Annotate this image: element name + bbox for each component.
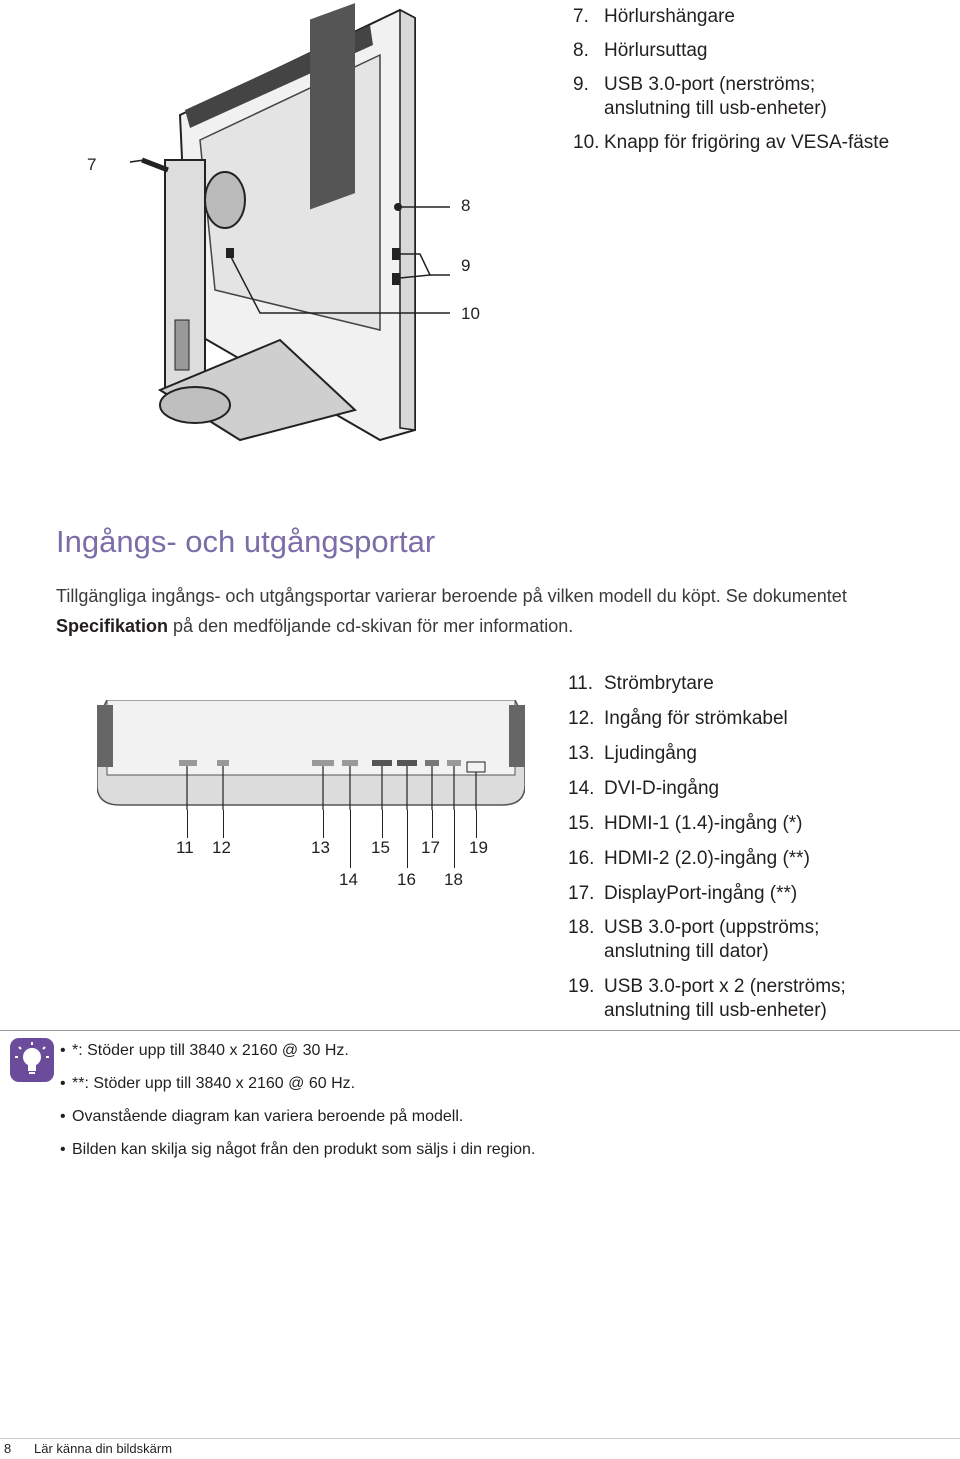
notes-list <box>60 1034 535 1166</box>
list-item-13: 13. Ljudingång <box>568 743 697 764</box>
section-title: Ingångs- och utgångsportar <box>56 524 436 559</box>
callout-17: 17 <box>421 838 440 857</box>
leader-line <box>432 810 433 838</box>
divider <box>0 1030 960 1031</box>
callout-11: 11 <box>176 838 194 857</box>
leader-line <box>407 810 408 868</box>
list-item-10: 10. Knapp för frigöring av VESA-fäste <box>573 132 890 153</box>
chapter-title: Lär känna din bildskärm <box>34 1441 173 1456</box>
list-item-9: 9. USB 3.0-port (nerströms; anslutning till usb-enheter) <box>573 74 827 119</box>
top-component-list <box>573 0 889 160</box>
page-number: 8 <box>4 1441 12 1456</box>
port-list <box>568 666 846 1029</box>
leader-line <box>476 810 477 838</box>
callout-7: 7 <box>87 155 97 174</box>
note-item: • Bilden kan skilja sig något från den produkt som säljs i din region. <box>60 1141 536 1158</box>
callout-9: 9 <box>461 256 471 275</box>
monitor-side-view-illustration <box>130 0 500 450</box>
list-item-8: 8. Hörlursuttag <box>573 40 708 61</box>
leader-line <box>187 810 188 838</box>
lightbulb-tip-icon <box>9 1037 55 1083</box>
callout-10: 10 <box>461 304 480 323</box>
leader-line <box>350 810 351 868</box>
leader-line <box>223 810 224 838</box>
callout-15: 15 <box>371 838 390 857</box>
note-item: • **: Stöder upp till 3840 x 2160 @ 60 Hz. <box>60 1075 356 1092</box>
list-item-18: 18. USB 3.0-port (uppströms; anslutning till dator) <box>568 917 820 962</box>
list-item-19: 19. USB 3.0-port x 2 (nerströms; anslutning till usb-enheter) <box>568 976 846 1021</box>
page-footer <box>0 1441 172 1456</box>
list-item-15: 15. HDMI-1 (1.4)-ingång (*) <box>568 813 803 834</box>
callout-13: 13 <box>311 838 330 857</box>
callout-14: 14 <box>339 870 358 889</box>
list-item-14: 14. DVI-D-ingång <box>568 778 720 799</box>
list-item-12: 12. Ingång för strömkabel <box>568 708 788 729</box>
footer-rule <box>0 1438 960 1439</box>
callout-12: 12 <box>212 838 231 857</box>
callout-16: 16 <box>397 870 416 889</box>
note-item: • Ovanstående diagram kan variera beroende på modell. <box>60 1108 464 1125</box>
leader-line <box>382 810 383 838</box>
note-item: • *: Stöder upp till 3840 x 2160 @ 30 Hz. <box>60 1042 349 1059</box>
callout-8: 8 <box>461 196 471 215</box>
leader-line <box>323 810 324 838</box>
callout-19: 19 <box>469 838 488 857</box>
list-item-17: 17. DisplayPort-ingång (**) <box>568 883 798 904</box>
list-item-7: 7. Hörlurshängare <box>573 6 735 27</box>
leader-line <box>454 810 455 868</box>
list-item-11: 11. Strömbrytare <box>568 673 714 694</box>
monitor-ports-illustration <box>97 700 525 810</box>
callout-18: 18 <box>444 870 463 889</box>
list-item-16: 16. HDMI-2 (2.0)-ingång (**) <box>568 848 810 869</box>
specification-doc-name: Specifikation <box>56 616 169 636</box>
intro-paragraph: Tillgängliga ingångs- och utgångsportar varierar beroende på vilken modell du köpt. Se dokumentet Specifikation på den medföljande cd-skivan för mer information. <box>56 586 847 636</box>
